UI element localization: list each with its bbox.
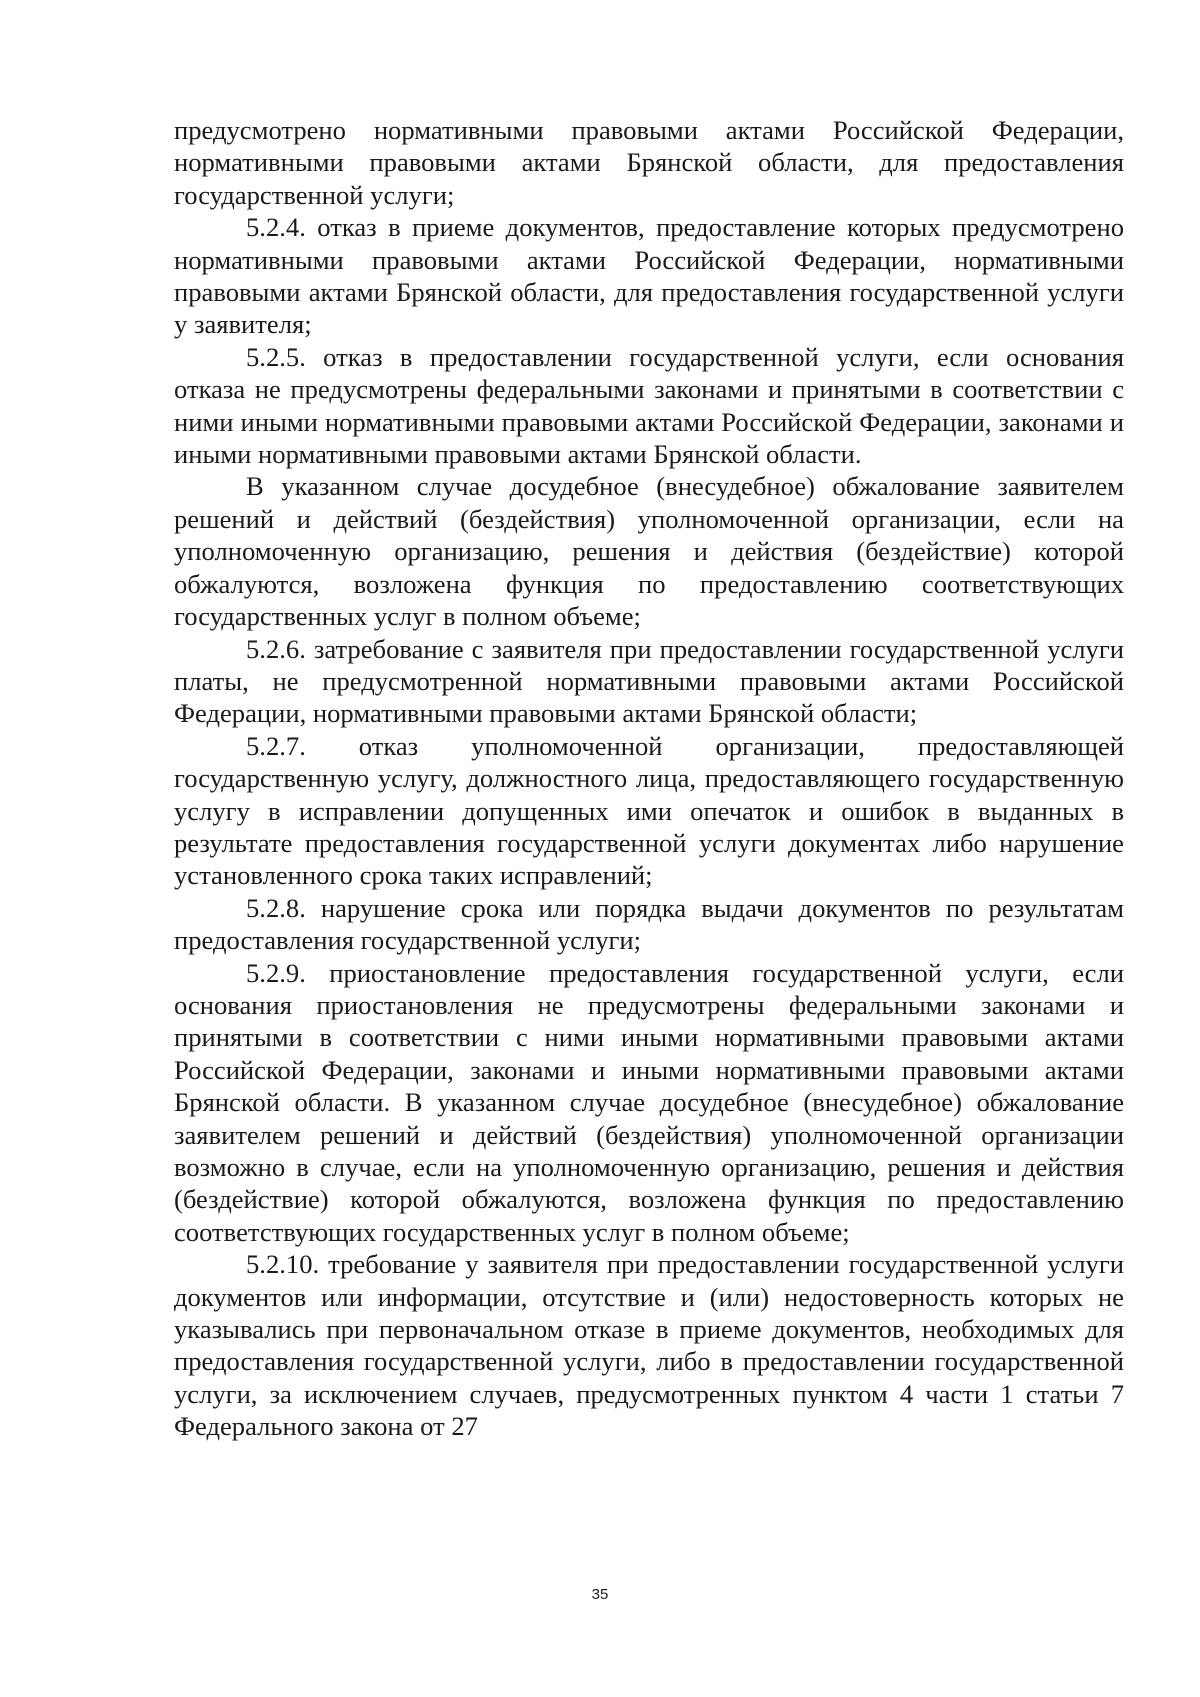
paragraph-5-2-6: 5.2.6. затребование с заявителя при предоставлении государственной услуги платы, не предусмотренной нормативными правовыми актами Российской Федерации, нормативными правовыми актами Брянской области; (174, 633, 1124, 729)
document-body (174, 114, 1124, 1443)
paragraph-5-2-8: 5.2.8. нарушение срока или порядка выдачи документов по результатам предоставления государственной услуги; (174, 892, 1124, 956)
paragraph-5-2-9: 5.2.9. приостановление предоставления государственной услуги, если основания приостановления не предусмотрены федеральными законами и принятыми в соответствии с ними иными нормативными правовыми актами Российской Федерации, законами и иными нормативными правовыми актами Брянской области. В указанном случае досудебное (внесудебное) обжалование заявителем решений и действий (бездействия) уполномоченной организации возможно в случае, если на уполномоченную организацию, решения и действия (бездействие) которой обжалуются, возложена функция по предоставлению соответствующих государственных услуг в полном объеме; (174, 957, 1124, 1247)
paragraph-continuation: предусмотрено нормативными правовыми актами Российской Федерации, нормативными правовыми актами Брянской области, для предоставления государственной услуги; (174, 115, 1124, 210)
page-number: 35 (591, 1586, 609, 1603)
paragraph-5-2-7: 5.2.7. отказ уполномоченной организации, предоставляющей государственную услугу, должностного лица, предоставляющего государственную услугу в исправлении допущенных ими опечаток и ошибок в выданных в результате предоставления государственной услуги документах либо нарушение установленного срока таких исправлений; (174, 730, 1124, 891)
paragraph-5-2-4: 5.2.4. отказ в приеме документов, предоставление которых предусмотрено нормативными правовыми актами Российской Федерации, нормативными правовыми актами Брянской области, для предоставления государственной услуги у заявителя; (174, 212, 1124, 340)
paragraph-5-2-5: 5.2.5. отказ в предоставлении государственной услуги, если основания отказа не предусмотрены федеральными законами и принятыми в соответствии с ними иными нормативными правовыми актами Российской Федерации, законами и иными нормативными правовыми актами Брянской области. (174, 341, 1124, 470)
paragraph-5-2-5-note: В указанном случае досудебное (внесудебное) обжалование заявителем решений и действий (бездействия) уполномоченной организации, если на уполномоченную организацию, решения и действия (бездействие) которой обжалуются, возложена функция по предоставлению соответствующих государственных услуг в полном объеме; (174, 471, 1124, 632)
paragraph-5-2-10: 5.2.10. требование у заявителя при предоставлении государственной услуги документов или информации, отсутствие и (или) недостоверность которых не указывались при первоначальном отказе в приеме документов, необходимых для предоставления государственной услуги, либо в предоставлении государственной услуги, за исключением случаев, предусмотренных пунктом 4 части 1 статьи 7 Федерального закона от 27 (174, 1249, 1124, 1442)
